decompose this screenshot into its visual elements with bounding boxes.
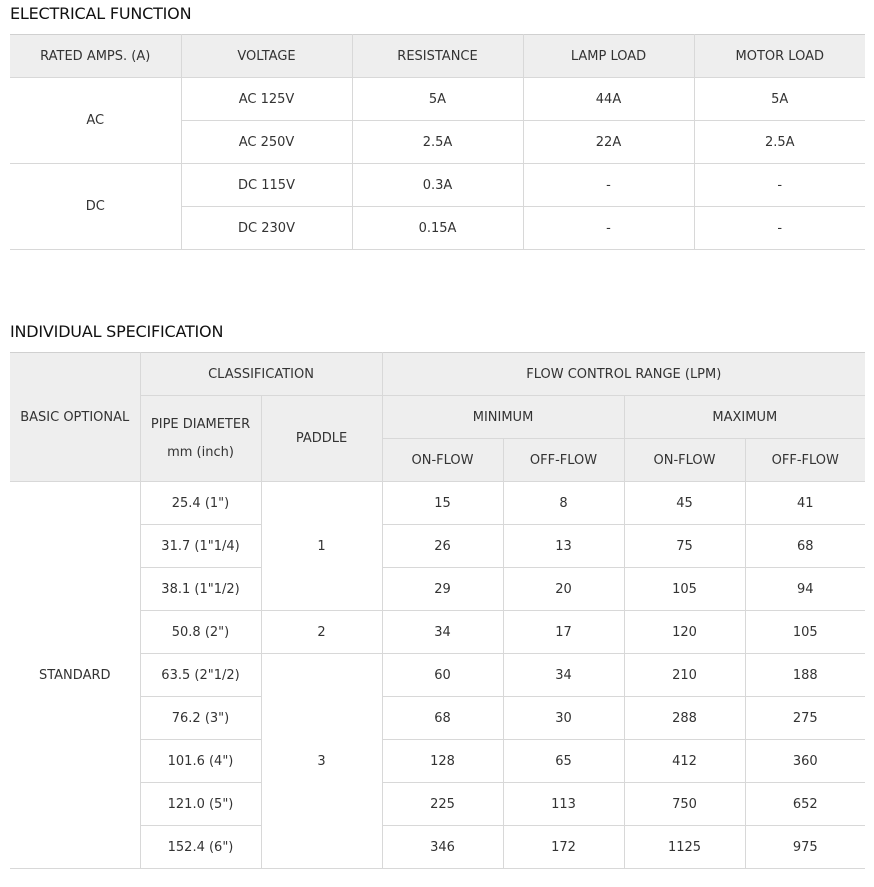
max-on-flow-cell: 210 xyxy=(624,654,745,697)
header-min-on-flow: ON-FLOW xyxy=(382,439,503,482)
header-maximum: MAXIMUM xyxy=(624,396,865,439)
header-rated-amps: RATED AMPS. (A) xyxy=(10,35,181,78)
paddle-cell: 2 xyxy=(261,611,382,654)
table-header-row xyxy=(10,353,865,396)
min-on-flow-cell: 68 xyxy=(382,697,503,740)
voltage-cell: DC 115V xyxy=(181,164,352,207)
max-off-flow-cell: 41 xyxy=(745,482,865,525)
min-off-flow-cell: 65 xyxy=(503,740,624,783)
min-on-flow-cell: 29 xyxy=(382,568,503,611)
header-motor-load: MOTOR LOAD xyxy=(694,35,865,78)
header-pipe-diameter-line2: mm (inch) xyxy=(167,444,234,460)
max-off-flow-cell: 94 xyxy=(745,568,865,611)
max-off-flow-cell: 975 xyxy=(745,826,865,869)
motor-load-cell: 5A xyxy=(694,78,865,121)
min-on-flow-cell: 128 xyxy=(382,740,503,783)
min-off-flow-cell: 113 xyxy=(503,783,624,826)
header-paddle: PADDLE xyxy=(261,396,382,482)
min-on-flow-cell: 60 xyxy=(382,654,503,697)
paddle-cell: 1 xyxy=(261,482,382,611)
min-off-flow-cell: 13 xyxy=(503,525,624,568)
header-min-off-flow: OFF-FLOW xyxy=(503,439,624,482)
max-off-flow-cell: 652 xyxy=(745,783,865,826)
voltage-cell: AC 125V xyxy=(181,78,352,121)
header-max-off-flow: OFF-FLOW xyxy=(745,439,865,482)
pipe-diameter-cell: 121.0 (5") xyxy=(140,783,261,826)
min-on-flow-cell: 225 xyxy=(382,783,503,826)
header-basic-optional: BASIC OPTIONAL xyxy=(10,353,140,482)
header-classification: CLASSIFICATION xyxy=(140,353,382,396)
header-flow-control-range: FLOW CONTROL RANGE (LPM) xyxy=(382,353,865,396)
min-off-flow-cell: 34 xyxy=(503,654,624,697)
max-on-flow-cell: 288 xyxy=(624,697,745,740)
max-on-flow-cell: 1125 xyxy=(624,826,745,869)
electrical-function-table xyxy=(10,34,865,250)
motor-load-cell: - xyxy=(694,207,865,250)
max-on-flow-cell: 750 xyxy=(624,783,745,826)
header-pipe-diameter-line1: PIPE DIAMETER xyxy=(150,416,251,432)
individual-specification-table xyxy=(10,352,865,869)
max-on-flow-cell: 120 xyxy=(624,611,745,654)
min-on-flow-cell: 26 xyxy=(382,525,503,568)
min-off-flow-cell: 172 xyxy=(503,826,624,869)
min-off-flow-cell: 30 xyxy=(503,697,624,740)
min-on-flow-cell: 15 xyxy=(382,482,503,525)
max-off-flow-cell: 68 xyxy=(745,525,865,568)
max-on-flow-cell: 75 xyxy=(624,525,745,568)
pipe-diameter-cell: 38.1 (1"1/2) xyxy=(140,568,261,611)
voltage-cell: DC 230V xyxy=(181,207,352,250)
resistance-cell: 2.5A xyxy=(352,121,523,164)
paddle-cell: 3 xyxy=(261,654,382,869)
max-off-flow-cell: 105 xyxy=(745,611,865,654)
min-on-flow-cell: 34 xyxy=(382,611,503,654)
resistance-cell: 0.3A xyxy=(352,164,523,207)
pipe-diameter-cell: 101.6 (4") xyxy=(140,740,261,783)
motor-load-cell: 2.5A xyxy=(694,121,865,164)
lamp-load-cell: - xyxy=(523,164,694,207)
individual-specification-title: INDIVIDUAL SPECIFICATION xyxy=(10,322,224,341)
pipe-diameter-cell: 152.4 (6") xyxy=(140,826,261,869)
header-max-on-flow: ON-FLOW xyxy=(624,439,745,482)
resistance-cell: 5A xyxy=(352,78,523,121)
max-on-flow-cell: 45 xyxy=(624,482,745,525)
lamp-load-cell: 44A xyxy=(523,78,694,121)
pipe-diameter-cell: 76.2 (3") xyxy=(140,697,261,740)
resistance-cell: 0.15A xyxy=(352,207,523,250)
max-off-flow-cell: 360 xyxy=(745,740,865,783)
table-row xyxy=(10,482,865,525)
min-on-flow-cell: 346 xyxy=(382,826,503,869)
header-minimum: MINIMUM xyxy=(382,396,624,439)
min-off-flow-cell: 8 xyxy=(503,482,624,525)
motor-load-cell: - xyxy=(694,164,865,207)
header-pipe-diameter xyxy=(140,396,261,482)
max-on-flow-cell: 105 xyxy=(624,568,745,611)
pipe-diameter-cell: 25.4 (1") xyxy=(140,482,261,525)
voltage-cell: AC 250V xyxy=(181,121,352,164)
pipe-diameter-cell: 63.5 (2"1/2) xyxy=(140,654,261,697)
max-on-flow-cell: 412 xyxy=(624,740,745,783)
lamp-load-cell: - xyxy=(523,207,694,250)
pipe-diameter-cell: 31.7 (1"1/4) xyxy=(140,525,261,568)
type-label-standard: STANDARD xyxy=(10,482,140,869)
max-off-flow-cell: 275 xyxy=(745,697,865,740)
header-voltage: VOLTAGE xyxy=(181,35,352,78)
header-lamp-load: LAMP LOAD xyxy=(523,35,694,78)
lamp-load-cell: 22A xyxy=(523,121,694,164)
group-label-dc: DC xyxy=(10,164,181,250)
electrical-function-title: ELECTRICAL FUNCTION xyxy=(10,4,192,23)
group-label-ac: AC xyxy=(10,78,181,164)
table-row xyxy=(10,164,865,207)
max-off-flow-cell: 188 xyxy=(745,654,865,697)
pipe-diameter-cell: 50.8 (2") xyxy=(140,611,261,654)
header-resistance: RESISTANCE xyxy=(352,35,523,78)
min-off-flow-cell: 17 xyxy=(503,611,624,654)
table-row xyxy=(10,78,865,121)
table-header-row xyxy=(10,35,865,78)
min-off-flow-cell: 20 xyxy=(503,568,624,611)
